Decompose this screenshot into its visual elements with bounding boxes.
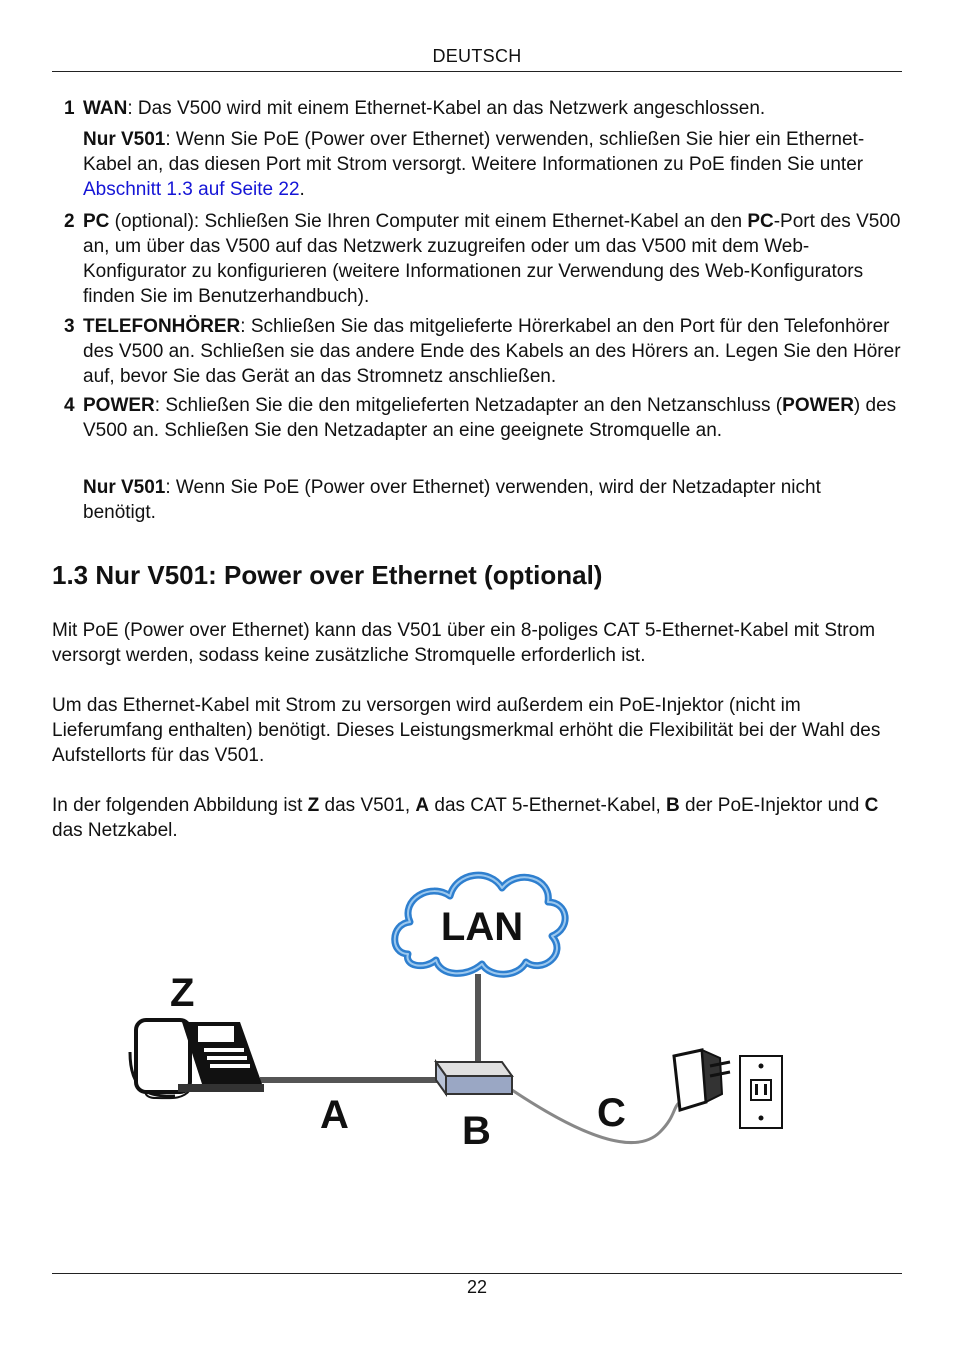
- item-label: POWER: [83, 395, 155, 416]
- list-item: [64, 209, 904, 309]
- poe-injector-icon: [436, 1062, 512, 1094]
- item-label-2: POWER: [782, 395, 854, 416]
- note-end: .: [299, 179, 305, 200]
- item-label-2: PC: [747, 211, 774, 232]
- phone-icon: [130, 1020, 264, 1098]
- note-label: Nur V501: [83, 477, 166, 498]
- legend-text: das Netzkabel.: [52, 820, 178, 841]
- page-number: 22: [466, 1277, 488, 1297]
- section-title: 1.3 Nur V501: Power over Ethernet (optional): [52, 560, 603, 590]
- item-text: : Das V500 wird mit einem Ethernet-Kabel an das Netzwerk angeschlossen.: [127, 98, 766, 119]
- list-item: [64, 393, 904, 443]
- section-link[interactable]: Abschnitt 1.3 auf Seite 22: [83, 179, 300, 200]
- power-adapter-icon: [674, 1050, 730, 1110]
- note-v501-poe-port: [83, 127, 898, 202]
- paragraph: Mit PoE (Power over Ethernet) kann das V501 über ein 8-poliges CAT 5-Ethernet-Kabel mit Strom versorgt werden, sodass keine zusätzliche Stromquelle erforderlich ist.: [52, 620, 876, 666]
- footer-rule: [52, 1273, 902, 1274]
- label-a: A: [320, 1093, 349, 1137]
- item-text-2: -Port des V500 an, um über das V500 auf das Netzwerk zuzugreifen oder um das V500 mit dem Web-Konfigurator zu konfigurieren (weitere Informationen zur Verwendung des Web-Konfigurators finden Sie im Benutzerhandbuch).: [83, 211, 901, 307]
- item-label: WAN: [83, 98, 128, 119]
- note-text: : Wenn Sie PoE (Power over Ethernet) verwenden, schließen Sie hier ein Ethernet-Kabel an, das diesen Port mit Strom versorgt. Weitere Informationen zu PoE finden Sie unter: [83, 129, 865, 175]
- paragraph-figure-legend: [52, 793, 902, 843]
- label-z: Z: [170, 971, 195, 1015]
- legend-key: B: [666, 795, 680, 816]
- list-item: [64, 96, 904, 121]
- label-b: B: [462, 1109, 491, 1152]
- page-header: DEUTSCH: [432, 46, 522, 66]
- legend-key: A: [415, 795, 430, 816]
- note-label: Nur V501: [83, 129, 166, 150]
- paragraph: Um das Ethernet-Kabel mit Strom zu versorgen wird außerdem ein PoE-Injektor (nicht im Lieferumfang enthalten) benötigt. Dieses Leistungsmerkmal erhöht die Flexibilität bei der Wahl des Aufstellorts für das V501.: [52, 695, 881, 766]
- list-number: 2: [64, 211, 75, 232]
- item-text-2: ) des V500 an. Schließen Sie den Netzadapter an eine geeignete Stromquelle an.: [83, 395, 897, 441]
- list-number: 3: [64, 316, 75, 337]
- legend-text: das CAT 5-Ethernet-Kabel,: [429, 795, 667, 816]
- item-text: : Schließen Sie das mitgelieferte Hörerkabel an den Port für den Telefonhörer des V500 an. Schließen sie das andere Ende des Kabels an des Hörers an. Legen Sie den Hörer auf, bevor Sie das Gerät an das Stromnetz anschließen.: [83, 316, 901, 387]
- legend-key: Z: [307, 795, 320, 816]
- legend-text: In der folgenden Abbildung ist: [52, 795, 308, 816]
- poe-diagram: [90, 862, 850, 1152]
- legend-key: C: [864, 795, 879, 816]
- list-number: 1: [64, 98, 75, 119]
- label-c: C: [597, 1091, 626, 1135]
- legend-text: das V501,: [319, 795, 416, 816]
- item-text: (optional): Schließen Sie Ihren Computer mit einem Ethernet-Kabel an den: [109, 211, 748, 232]
- item-label: TELEFONHÖRER: [83, 316, 241, 337]
- header-rule: [52, 71, 902, 72]
- list-item: [64, 314, 904, 389]
- wall-outlet-icon: [740, 1056, 782, 1128]
- item-label: PC: [83, 211, 110, 232]
- note-text: : Wenn Sie PoE (Power over Ethernet) verwenden, wird der Netzadapter nicht benötigt.: [83, 477, 821, 523]
- item-text: : Schließen Sie die den mitgelieferten Netzadapter an den Netzanschluss (: [154, 395, 783, 416]
- list-number: 4: [64, 395, 75, 416]
- note-v501-adapter: [83, 475, 898, 525]
- lan-label: LAN: [440, 905, 524, 949]
- legend-text: der PoE-Injektor und: [679, 795, 865, 816]
